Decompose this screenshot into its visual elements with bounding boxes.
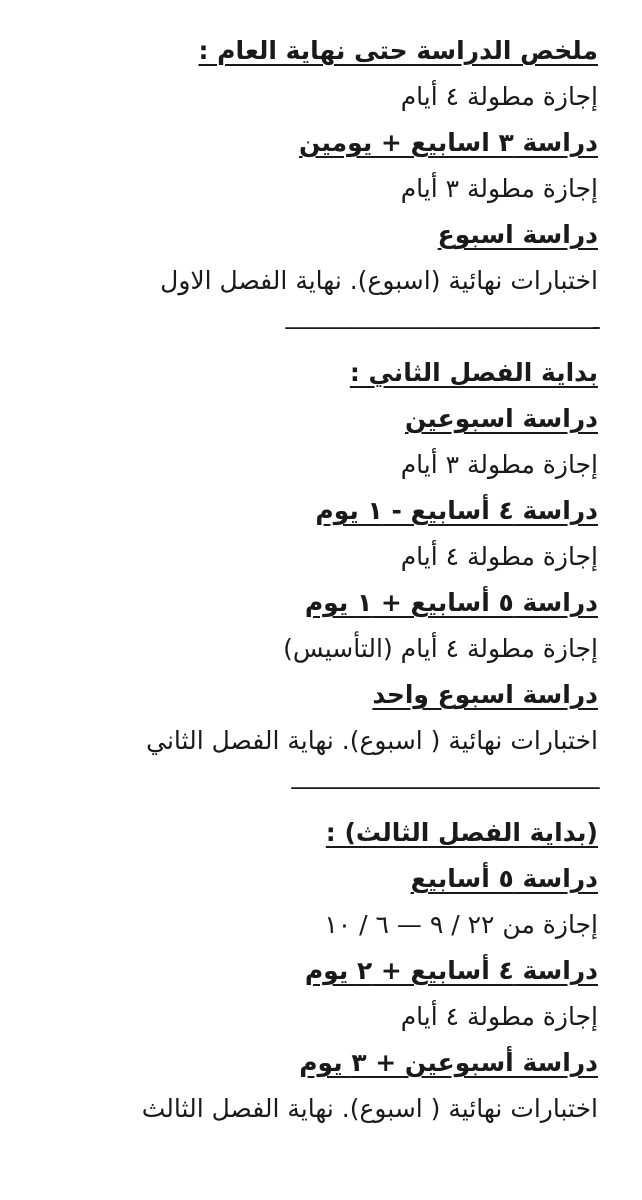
study-period-heading: دراسة اسبوع واحد xyxy=(372,680,598,709)
study-period-heading: دراسة اسبوع xyxy=(437,220,598,249)
exams-line: اختبارات نهائية ( اسبوع). نهاية الفصل الثاني xyxy=(146,726,598,755)
study-period-heading: دراسة أسبوعين + ٣ يوم xyxy=(299,1048,598,1077)
holiday-line: إجازة مطولة ٤ أيام xyxy=(400,542,598,571)
study-period-heading: دراسة ٤ أسابيع + ٢ يوم xyxy=(304,956,598,985)
second-term-heading: بداية الفصل الثاني : xyxy=(349,358,598,387)
study-period-heading: دراسة ٥ أسابيع + ١ يوم xyxy=(304,588,598,617)
study-period-heading: دراسة ٥ أسابيع xyxy=(410,864,598,893)
holiday-line: إجازة مطولة ٤ أيام (التأسيس) xyxy=(283,634,598,663)
exams-line: اختبارات نهائية (اسبوع). نهاية الفصل الاول xyxy=(160,266,598,295)
section-divider: —————————————— xyxy=(290,772,598,801)
holiday-line: إجازة مطولة ٤ أيام xyxy=(400,1002,598,1031)
study-period-heading: دراسة ٣ اسابيع + يومين xyxy=(298,128,598,157)
document-title: ملخص الدراسة حتى نهاية العام : xyxy=(198,36,598,65)
exams-line: اختبارات نهائية ( اسبوع). نهاية الفصل الثالث xyxy=(141,1094,598,1123)
section-divider: ——————————————- xyxy=(283,312,598,341)
holiday-line: إجازة مطولة ٣ أيام xyxy=(400,174,598,203)
holiday-line: إجازة مطولة ٤ أيام xyxy=(400,82,598,111)
study-period-heading: دراسة اسبوعين xyxy=(404,404,598,433)
third-term-heading: (بداية الفصل الثالث) : xyxy=(325,818,598,847)
holiday-line: إجازة من ٢٢ / ٩ — ٦ / ١٠ xyxy=(324,910,598,939)
holiday-line: إجازة مطولة ٣ أيام xyxy=(400,450,598,479)
study-period-heading: دراسة ٤ أسابيع - ١ يوم xyxy=(315,496,598,525)
